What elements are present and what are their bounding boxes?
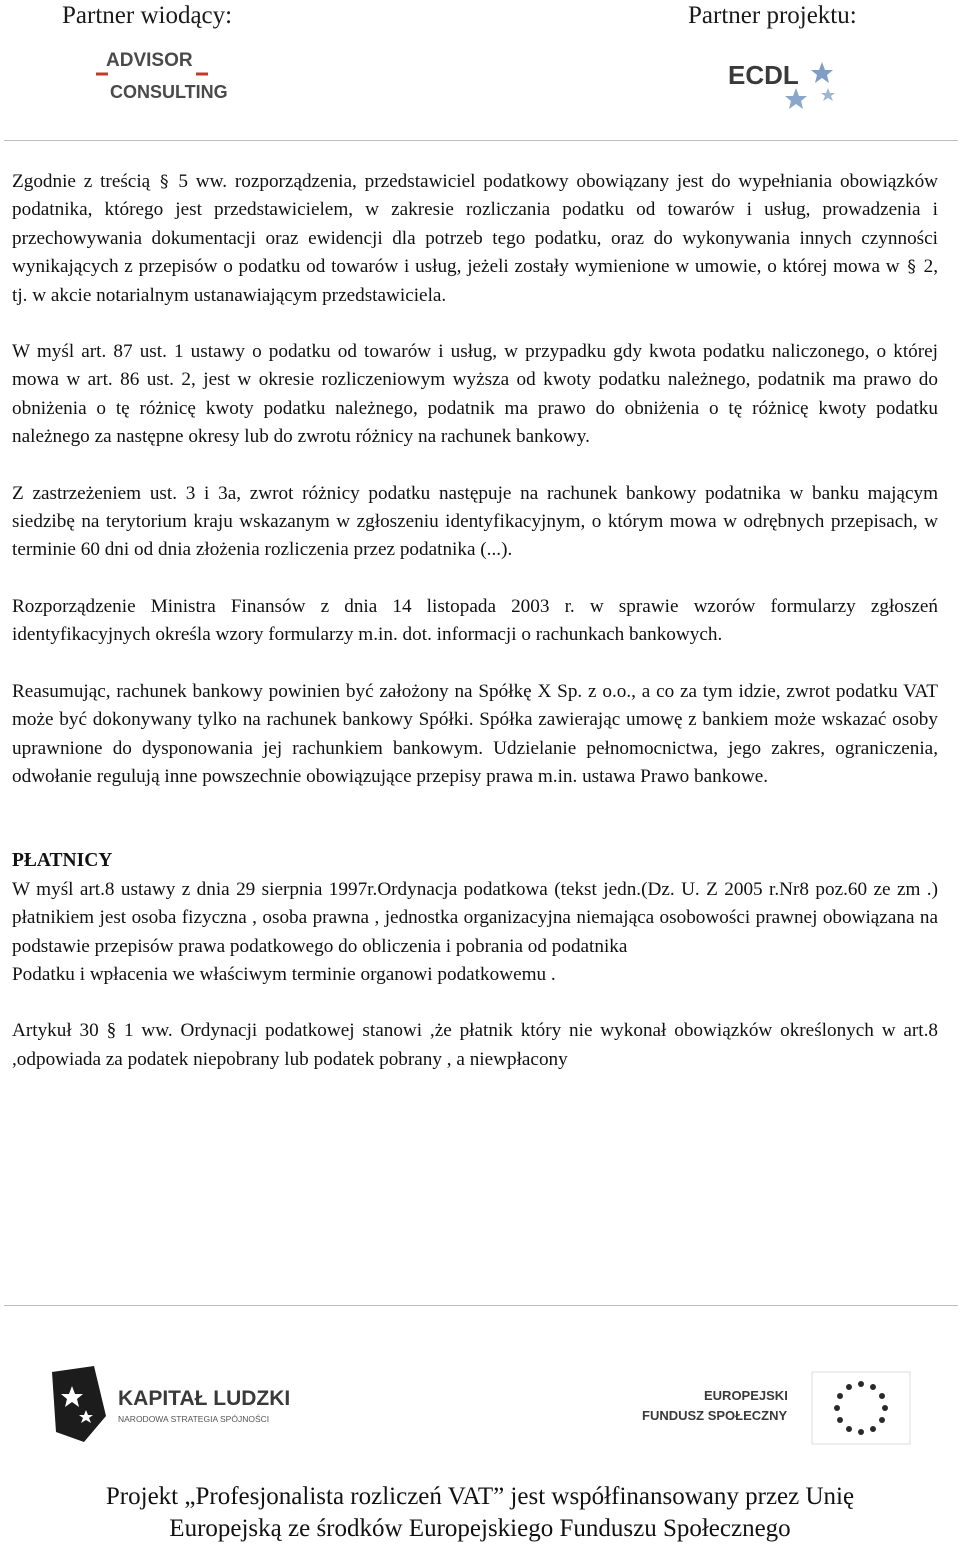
project-partner-label: Partner projektu: [688, 2, 857, 29]
advisor-consulting-logo [96, 40, 228, 110]
paragraph-summary: Reasumując, rachunek bankowy powinien być założony na Spółkę X Sp. z o.o., a co za tym idzie, zwrot podatku VAT może być dokonywany tylko na rachunek bankowy Spółki. Spółka zawierając umowę z bankiem może wskazać osoby uprawnione do dysponowania jej rachunkiem bankowym. Udzielanie pełnomocnictwa, jego zakres, ograniczenia, odwołanie regulują inne powszechnie obowiązujące przepisy prawa m.in. ustawa Prawo bankowe. [12, 680, 938, 787]
text-run: 1 ww. Ordynacji podatkowej stanowi ,że płatnik który nie wykonał obowiązków określonych w art.8 ,odpowiada za podatek niepobrany lub podatek pobrany , a niewpłacony [12, 1020, 939, 1070]
lead-partner-label: Partner wiodący: [62, 2, 233, 29]
kapital-ludzki-logo [50, 1362, 380, 1446]
kapital-ludzki-title: KAPITAŁ LUDZKI [118, 1387, 291, 1410]
star-icon [821, 88, 835, 101]
text-run: Zgodnie z treścią [12, 171, 151, 192]
kapital-ludzki-subtitle: NARODOWA STRATEGIA SPÓJNOŚCI [118, 1414, 270, 1424]
ecdl-logo-text: ECDL [728, 60, 799, 90]
paragraph-representative [12, 168, 938, 310]
text-run: 5 ww. rozporządzenia, przedstawiciel podatkowy obowiązany jest do wypełniania obowiązków podatnika, którego jest przedstawicielem, w zakresie rozliczania podatku od towarów i usług, prowadzenia i przechowywania dokumentacji oraz ewidencji dla potrzeb tego podatku, oraz do wykonywania innych czynności wynikających z przepisów o podatku od towarów i usług, jeżeli zostały wymienione w umowie, o której mowa w [12, 171, 939, 278]
logo-line-consulting: CONSULTING [110, 82, 228, 102]
header-divider [4, 140, 958, 141]
footer-divider [4, 1305, 958, 1306]
footer-line-1: Projekt „Profesjonalista rozliczeń VAT” jest współfinansowany przez Unię [105, 1483, 855, 1510]
paragraph-refund: Z zastrzeżeniem ust. 3 i 3a, zwrot różnicy podatku następuje na rachunek bankowy podatnika w banku mającym siedzibę na terytorium kraju wskazanym w zgłoszeniu identyfikacyjnym, o którym mowa w odrębnych przepisach, w terminie 60 dni od dnia złożenia rozliczenia przez podatnika (...). [12, 482, 938, 561]
text-run: Artykuł 30 [12, 1020, 99, 1042]
section-sign: § [106, 1020, 117, 1042]
ecdl-logo [724, 48, 846, 114]
paragraph-art-30 [12, 1017, 938, 1074]
star-icon [811, 62, 833, 83]
section-sign: § [907, 257, 916, 278]
paragraph-art-87: W myśl art. 87 ust. 1 ustawy o podatku od towarów i usług, w przypadku gdy kwota podatku naliczonego, o której mowa w art. 86 ust. 2, jest w okresie rozliczeniowym wyższa od kwoty podatku należnego, podatnik ma prawo do obniżenia o tę różnicę kwoty podatku należnego, podatnik ma prawo do obniżenia o tę różnicę kwoty podatku należnego za następne okresy lub do zwrotu różnicy na rachunek bankowy. [12, 341, 938, 448]
footer-line-2: Europejską ze środków Europejskiego Funduszu Społecznego [169, 1515, 791, 1542]
paragraph-payment: Podatku i wpłacenia we właściwym terminie organowi podatkowemu . [12, 963, 556, 985]
efs-logo [630, 1368, 912, 1450]
logo-line-advisor: ADVISOR [106, 50, 193, 71]
kapital-ludzki-emblem-icon [52, 1366, 106, 1442]
section-sign: § [160, 172, 169, 192]
paragraph-art-8: W myśl art.8 ustawy z dnia 29 sierpnia 1997r.Ordynacja podatkowa (tekst jedn.(Dz. U. Z 2005 r.Nr8 poz.60 ze zm .) płatnikiem jest osoba fizyczna , osoba prawna , jednostka organizacyjna niemająca osobowości prawnej obowiązana na podstawie przepisów prawa podatkowego do obliczenia i pobrania od podatnika [12, 878, 938, 957]
star-icon [785, 88, 807, 109]
efs-line-1: EUROPEJSKI [704, 1388, 788, 1403]
section-heading-platnicy: PŁATNICY [12, 850, 113, 872]
spacer [12, 989, 938, 1017]
text-run: 2, tj. w akcie notarialnym ustanawiającym przedstawiciela. [12, 256, 939, 306]
document-body [12, 168, 938, 1074]
paragraph-regulation: Rozporządzenie Ministra Finansów z dnia 14 listopada 2003 r. w sprawie wzorów formularzy zgłoszeń identyfikacyjnych określa wzory formularzy m.in. dot. informacji o rachunkach bankowych. [12, 595, 938, 646]
efs-line-2: FUNDUSZ SPOŁECZNY [642, 1408, 788, 1423]
